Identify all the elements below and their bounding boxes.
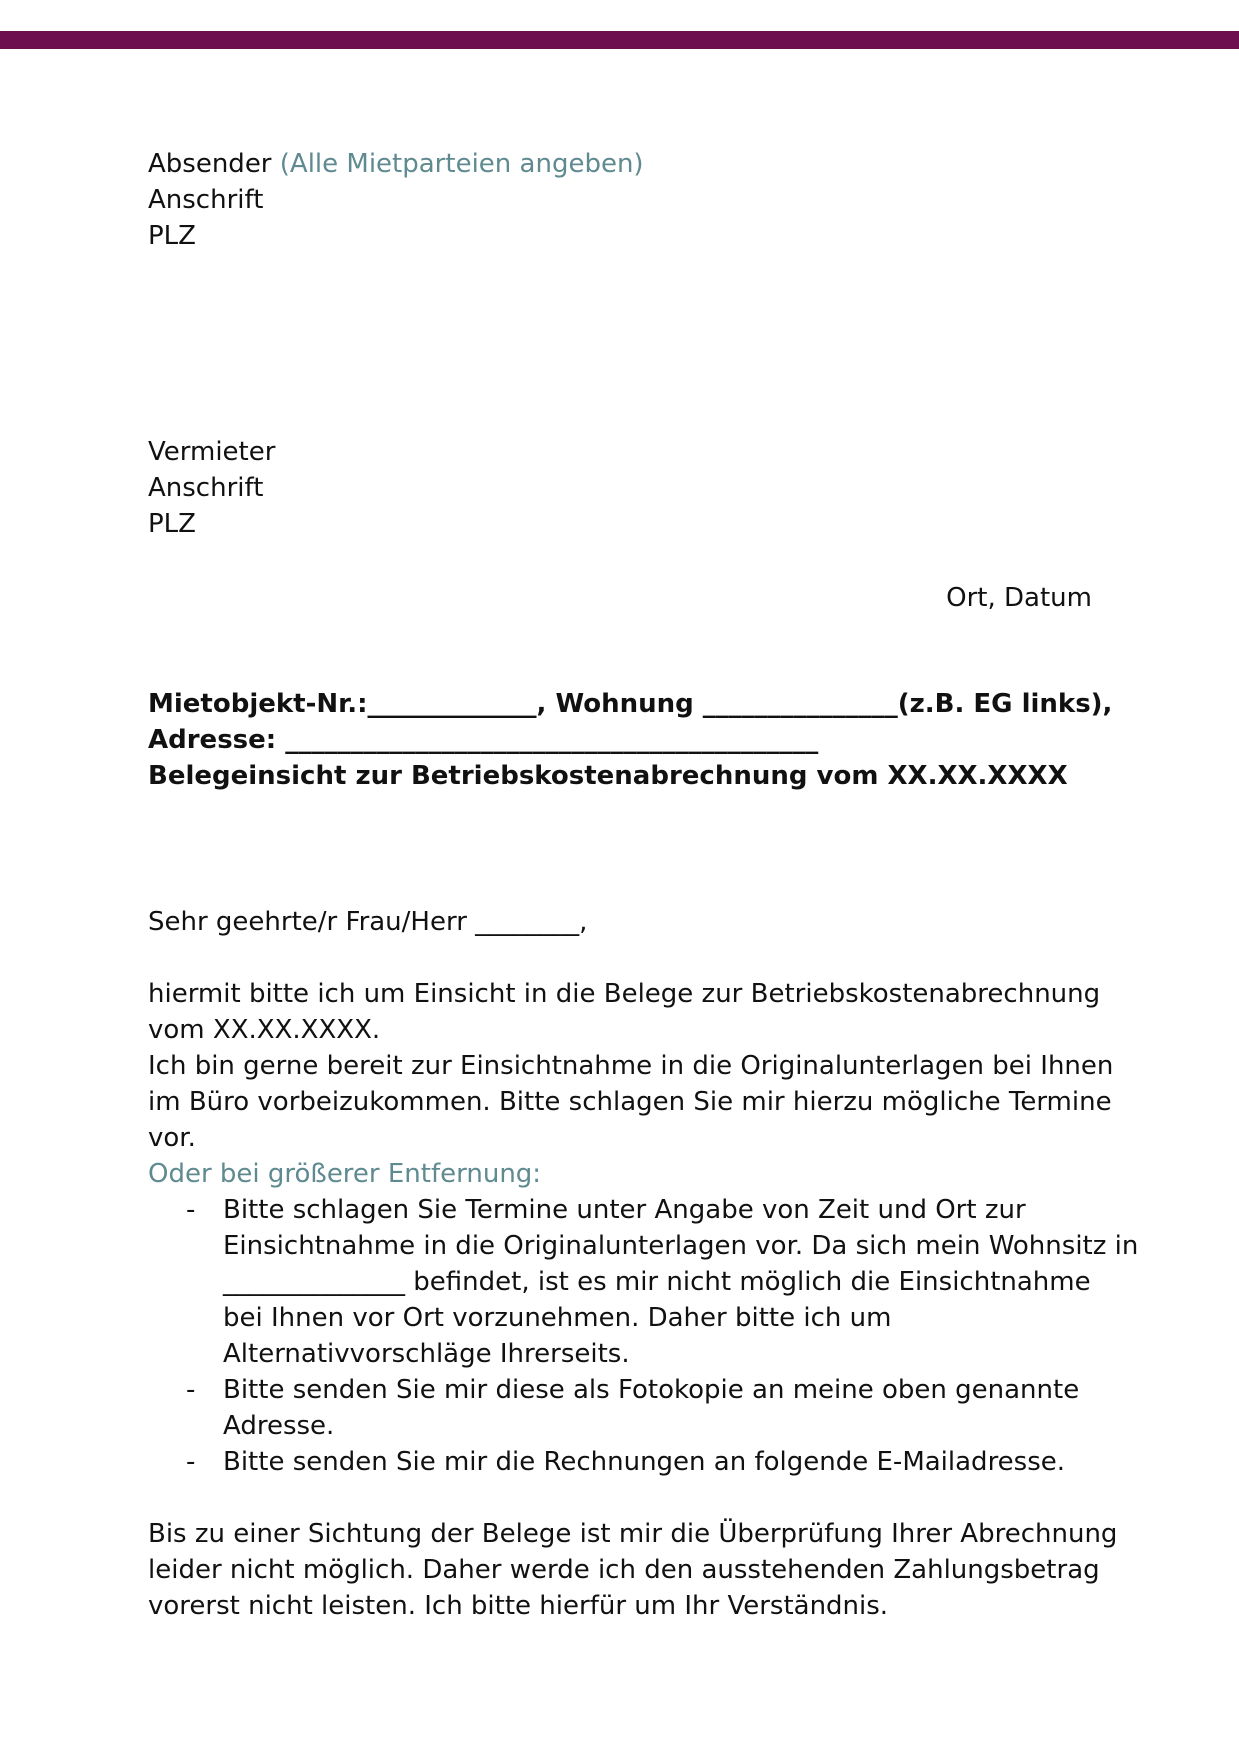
recipient-address: Anschrift <box>148 473 264 503</box>
body-paragraph-1-line-2: vom XX.XX.XXXX. <box>148 1015 381 1045</box>
closing-line-1: Bis zu einer Sichtung der Belege ist mir die Überprüfung Ihrer Abrechnung <box>148 1519 1118 1549</box>
top-accent-bar <box>0 31 1239 49</box>
body-paragraph-2-line-1: Ich bin gerne bereit zur Einsichtnahme in die Originalunterlagen bei Ihnen <box>148 1051 1114 1081</box>
bullet-dash: - <box>186 1195 196 1225</box>
recipient-block <box>148 434 1098 542</box>
place-date: Ort, Datum <box>946 583 1092 613</box>
list-item-line: Bitte senden Sie mir die Rechnungen an folgende E-Mailadresse. <box>223 1447 1066 1477</box>
bullet-dash: - <box>186 1375 196 1405</box>
list-item-line: bei Ihnen vor Ort vorzunehmen. Daher bitte ich um <box>223 1303 892 1333</box>
recipient-label: Vermieter <box>148 437 276 467</box>
list-item-line: ______________ befindet, ist es mir nicht möglich die Einsichtnahme <box>223 1267 1091 1297</box>
subject-block <box>148 686 1112 794</box>
list-item-line: Alternativvorschläge Ihrerseits. <box>223 1339 630 1369</box>
list-item-line: Adresse. <box>223 1411 335 1441</box>
letter-body <box>148 904 1139 1624</box>
closing-line-2: leider nicht möglich. Daher werde ich den ausstehenden Zahlungsbetrag <box>148 1555 1100 1585</box>
subject-address-line: Adresse: _________________________________________ <box>148 725 819 755</box>
list-item <box>148 1192 1139 1372</box>
recipient-zip: PLZ <box>148 509 196 539</box>
body-paragraph-2-line-3: vor. <box>148 1123 196 1153</box>
bullet-dash: - <box>186 1447 196 1477</box>
letter-page <box>148 146 1139 1621</box>
sender-zip: PLZ <box>148 221 196 251</box>
option-list <box>148 1192 1139 1480</box>
list-item-line: Bitte schlagen Sie Termine unter Angabe von Zeit und Ort zur <box>223 1195 1026 1225</box>
body-paragraph-1-line-1: hiermit bitte ich um Einsicht in die Belege zur Betriebskostenabrechnung <box>148 979 1101 1009</box>
list-item-line: Einsichtnahme in die Originalunterlagen vor. Da sich mein Wohnsitz in <box>223 1231 1139 1261</box>
list-item <box>148 1372 1093 1444</box>
body-paragraph-2-line-2: im Büro vorbeizukommen. Bitte schlagen Sie mir hierzu mögliche Termine <box>148 1087 1112 1117</box>
alternative-hint: Oder bei größerer Entfernung: <box>148 1159 542 1189</box>
sender-address: Anschrift <box>148 185 264 215</box>
sender-line <box>148 146 1098 182</box>
closing-line-3: vorerst nicht leisten. Ich bitte hierfür um Ihr Verständnis. <box>148 1591 889 1621</box>
sender-block <box>148 146 1098 254</box>
subject-object-line: Mietobjekt-Nr.:_____________, Wohnung _______________(z.B. EG links), <box>148 689 1113 719</box>
subject-title: Belegeinsicht zur Betriebskostenabrechnung vom XX.XX.XXXX <box>148 761 1068 791</box>
sender-label: Absender <box>148 149 272 179</box>
sender-hint: (Alle Mietparteien angeben) <box>279 149 644 179</box>
list-item-line: Bitte senden Sie mir diese als Fotokopie an meine oben genannte <box>223 1375 1080 1405</box>
salutation: Sehr geehrte/r Frau/Herr ________, <box>148 907 588 937</box>
list-item <box>148 1444 1093 1480</box>
